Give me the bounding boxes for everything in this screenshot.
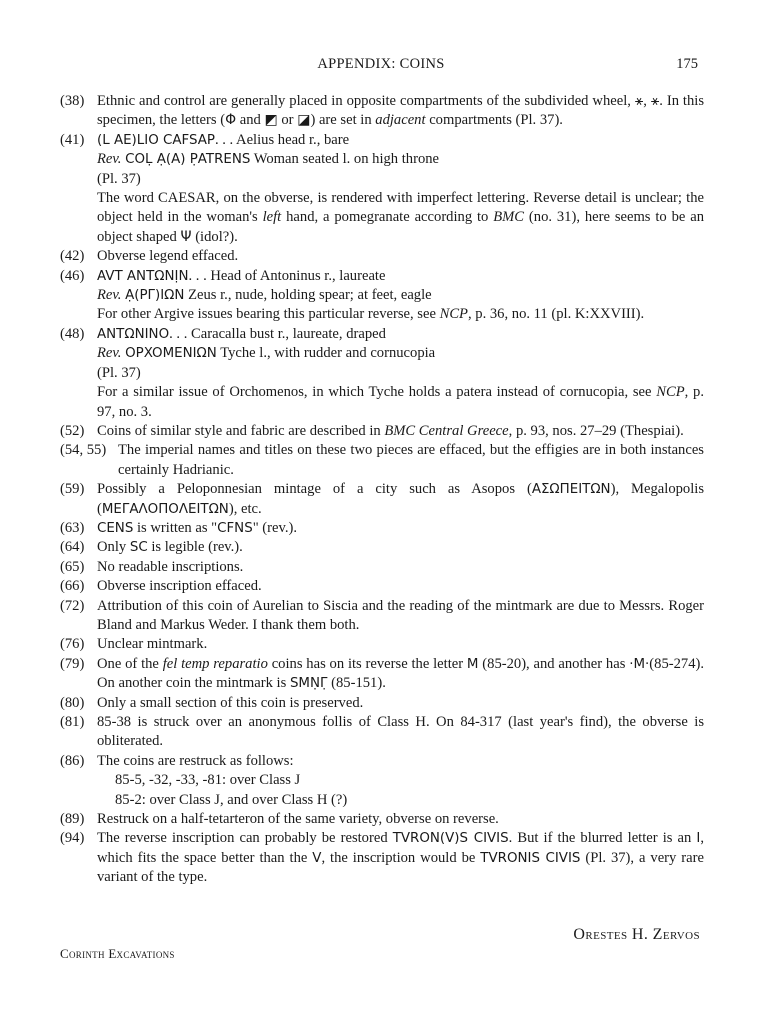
- notes-list: [60, 92, 704, 888]
- author-signature: Orestes H. Zervos: [573, 926, 700, 943]
- note-89: (89) Restruck on a half-tetarteron of the same variety, obverse on reverse.: [60, 811, 499, 828]
- wheel-symbol-icon: ⚹: [634, 93, 644, 109]
- page-header: [60, 56, 702, 76]
- note-63: (63) CENS is written as "CFNS" (rev.).: [60, 519, 298, 536]
- wheel-symbol-icon: ⚹: [650, 93, 660, 109]
- note-76: (76) Unclear mintmark.: [60, 636, 208, 653]
- monogram-b-icon: ◪: [297, 112, 311, 129]
- note-64: (64) Only SC is legible (rev.).: [60, 539, 243, 556]
- note-80: (80) Only a small section of this coin is preserved.: [60, 694, 364, 711]
- note-59: (59) Possibly a Peloponnesian mintage of a city such as Asopos (AΣΩΠΕΙΤΩΝ), Megalopolis (ΜΕΓΑΛΟΠΟΛΕΙΤΩΝ), etc.: [60, 481, 704, 517]
- note-38: (38) Ethnic and control are generally placed in opposite compartments of the subdivided wheel, ⚹, ⚹. In this specimen, the letters (Φ and ◩ or ◪) are set in adjacent compartments (Pl. 37).: [60, 93, 705, 129]
- note-81: (81) 85-38 is struck over an anonymous follis of Class H. On 84-317 (last year's find), the obverse is obliterated.: [60, 714, 704, 750]
- note-94: (94) The reverse inscription can probably be restored TVRON(V)S CIVIS. But if the blurred letter is an I, which fits the space better than the V, the inscription would be TVRONIS CIVIS (Pl. 37), a very rare variant of the type.: [60, 830, 704, 886]
- note-41: (41) (L AE)LIO CAFSAP. . . Aelius head r., bare Rev. COḶ Ạ(A) P̣ATRENS Woman seated l. on high throne (Pl. 37) The word CAESAR, on the obverse, is rendered with imperfect lettering. Reverse detail is unclear; the object held in the woman's left hand, a pomegranate according to BMC (no. 31), here seems to be an object shaped Ψ (idol?).: [60, 131, 704, 245]
- monogram-a-icon: ◩: [264, 112, 278, 129]
- note-52: (52) Coins of similar style and fabric are described in BMC Central Greece, p. 93, nos. 27–29 (Thespiai).: [60, 422, 684, 439]
- note-79: (79) One of the fel temp reparatio coins has on its reverse the letter M (85-20), and another has ·M·(85-274). On another coin the mintmark is SMṆΓ̣ (85-151).: [60, 655, 704, 692]
- note-54-55: (54, 55) The imperial names and titles on these two pieces are effaced, but the effigies are in both instances certainly Hadrianic.: [60, 442, 704, 478]
- note-65: (65) No readable inscriptions.: [60, 558, 244, 575]
- phi-letter: Φ: [225, 112, 237, 129]
- page-footer: Corinth Excavations: [60, 946, 175, 961]
- page-number: 175: [676, 56, 698, 72]
- note-42: (42) Obverse legend effaced.: [60, 248, 239, 265]
- note-46: (46) AVT ANTΩNỊN. . . Head of Antoninus r., laureate Rev. Ạ(PΓ)IΩN Zeus r., nude, holding spear; at feet, eagle For other Argive issues bearing this particular reverse, see NCP, p. 36, no. 11 (pl. K:XXVIII).: [60, 267, 645, 323]
- note-72: (72) Attribution of this coin of Aurelian to Siscia and the reading of the mintmark are due to Messrs. Roger Bland and Markus Weder. I thank them both.: [60, 597, 704, 633]
- note-86: (86) The coins are restruck as follows: 85-5, -32, -33, -81: over Class J 85-2: over Class J, and over Class H (?): [60, 752, 348, 808]
- note-48: (48) ANTΩNINO. . . Caracalla bust r., laureate, draped Rev. OPXOMENIΩN Tyche l., with rudder and cornucopia (Pl. 37) For a similar issue of Orchomenos, in which Tyche holds a patera instead of cornucopia, see NCP, p. 97, no. 3.: [60, 325, 704, 420]
- note-66: (66) Obverse inscription effaced.: [60, 578, 262, 595]
- trident-symbol-icon: Ψ: [180, 228, 192, 245]
- running-title: APPENDIX: COINS: [317, 56, 445, 72]
